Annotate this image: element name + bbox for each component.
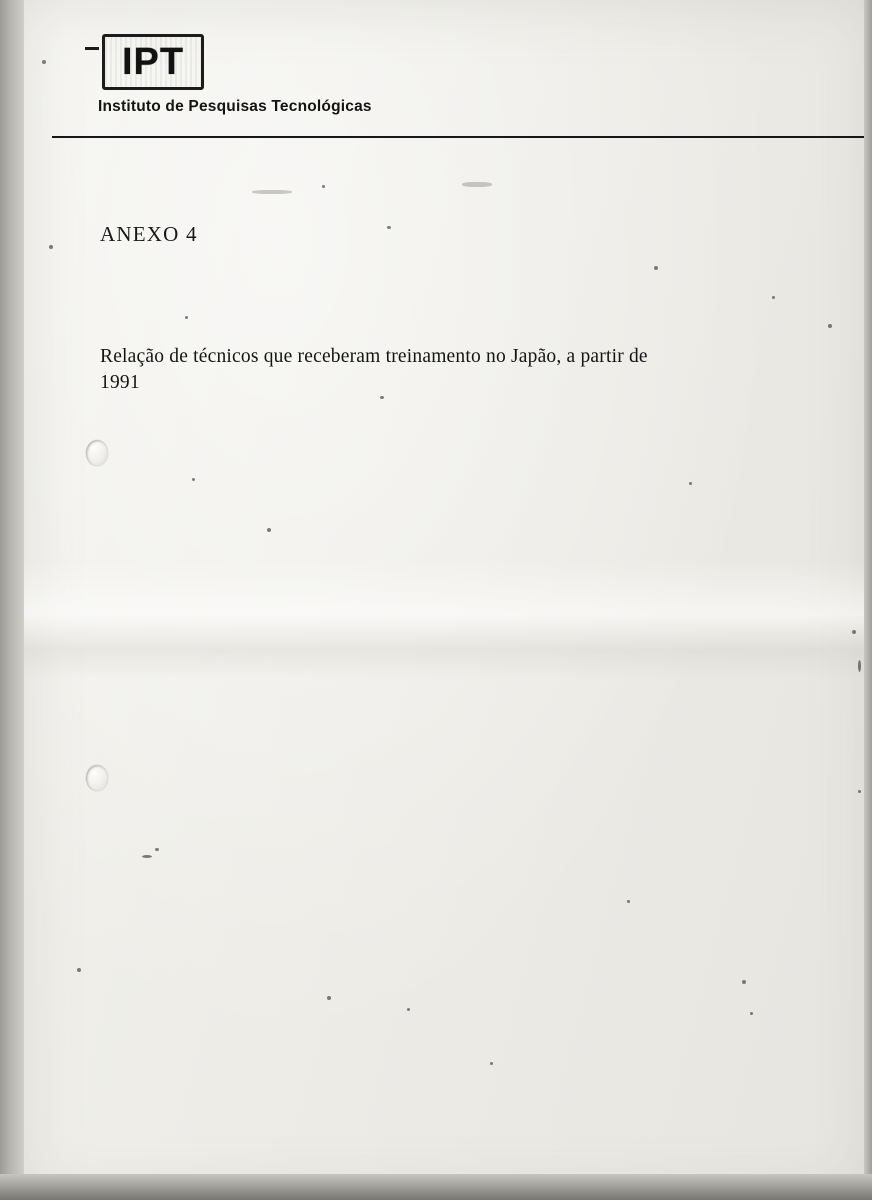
scan-speck [327, 996, 331, 1000]
scan-speck [858, 660, 861, 672]
scan-edge-left [0, 0, 24, 1200]
scan-speck [490, 1062, 493, 1065]
scan-speck [858, 790, 861, 793]
scan-speck [155, 848, 159, 851]
scan-smudge [252, 190, 292, 194]
scan-speck [654, 266, 658, 270]
scan-speck [852, 630, 856, 634]
subject-line: Relação de técnicos que receberam treinamento no Japão, a partir de [100, 346, 648, 367]
ipt-logo-text: IPT [121, 41, 185, 83]
ipt-logo [102, 34, 204, 90]
paper-sheet [22, 0, 872, 1200]
scan-speck [77, 968, 81, 972]
letterhead [80, 34, 800, 116]
scan-speck [322, 185, 325, 188]
scan-speck [185, 316, 188, 319]
scan-speck [380, 396, 384, 399]
scan-speck [387, 226, 391, 229]
punch-hole-bottom [86, 765, 108, 791]
scan-edge-bottom [0, 1174, 872, 1200]
scan-speck [49, 245, 53, 249]
scan-speck [267, 528, 271, 532]
scan-speck [192, 478, 195, 481]
header-divider-rule [52, 136, 864, 138]
punch-hole-top [86, 440, 108, 466]
scan-speck [627, 900, 630, 903]
subject-year: 1991 [100, 372, 140, 394]
scan-speck [689, 482, 692, 485]
scan-speck [42, 60, 46, 64]
logo-tick-mark [85, 47, 99, 50]
annex-label: ANEXO 4 [100, 222, 198, 246]
scan-speck [742, 980, 746, 984]
scan-speck [750, 1012, 753, 1015]
subject-block [100, 344, 730, 397]
scan-edge-right [864, 0, 872, 1200]
scan-speck [142, 855, 152, 858]
scan-smudge [462, 182, 492, 187]
paper-fold-crease [22, 560, 872, 680]
scan-speck [407, 1008, 410, 1011]
institute-name: Instituto de Pesquisas Tecnológicas [98, 98, 372, 115]
scan-speck [828, 324, 832, 328]
scan-speck [772, 296, 775, 299]
